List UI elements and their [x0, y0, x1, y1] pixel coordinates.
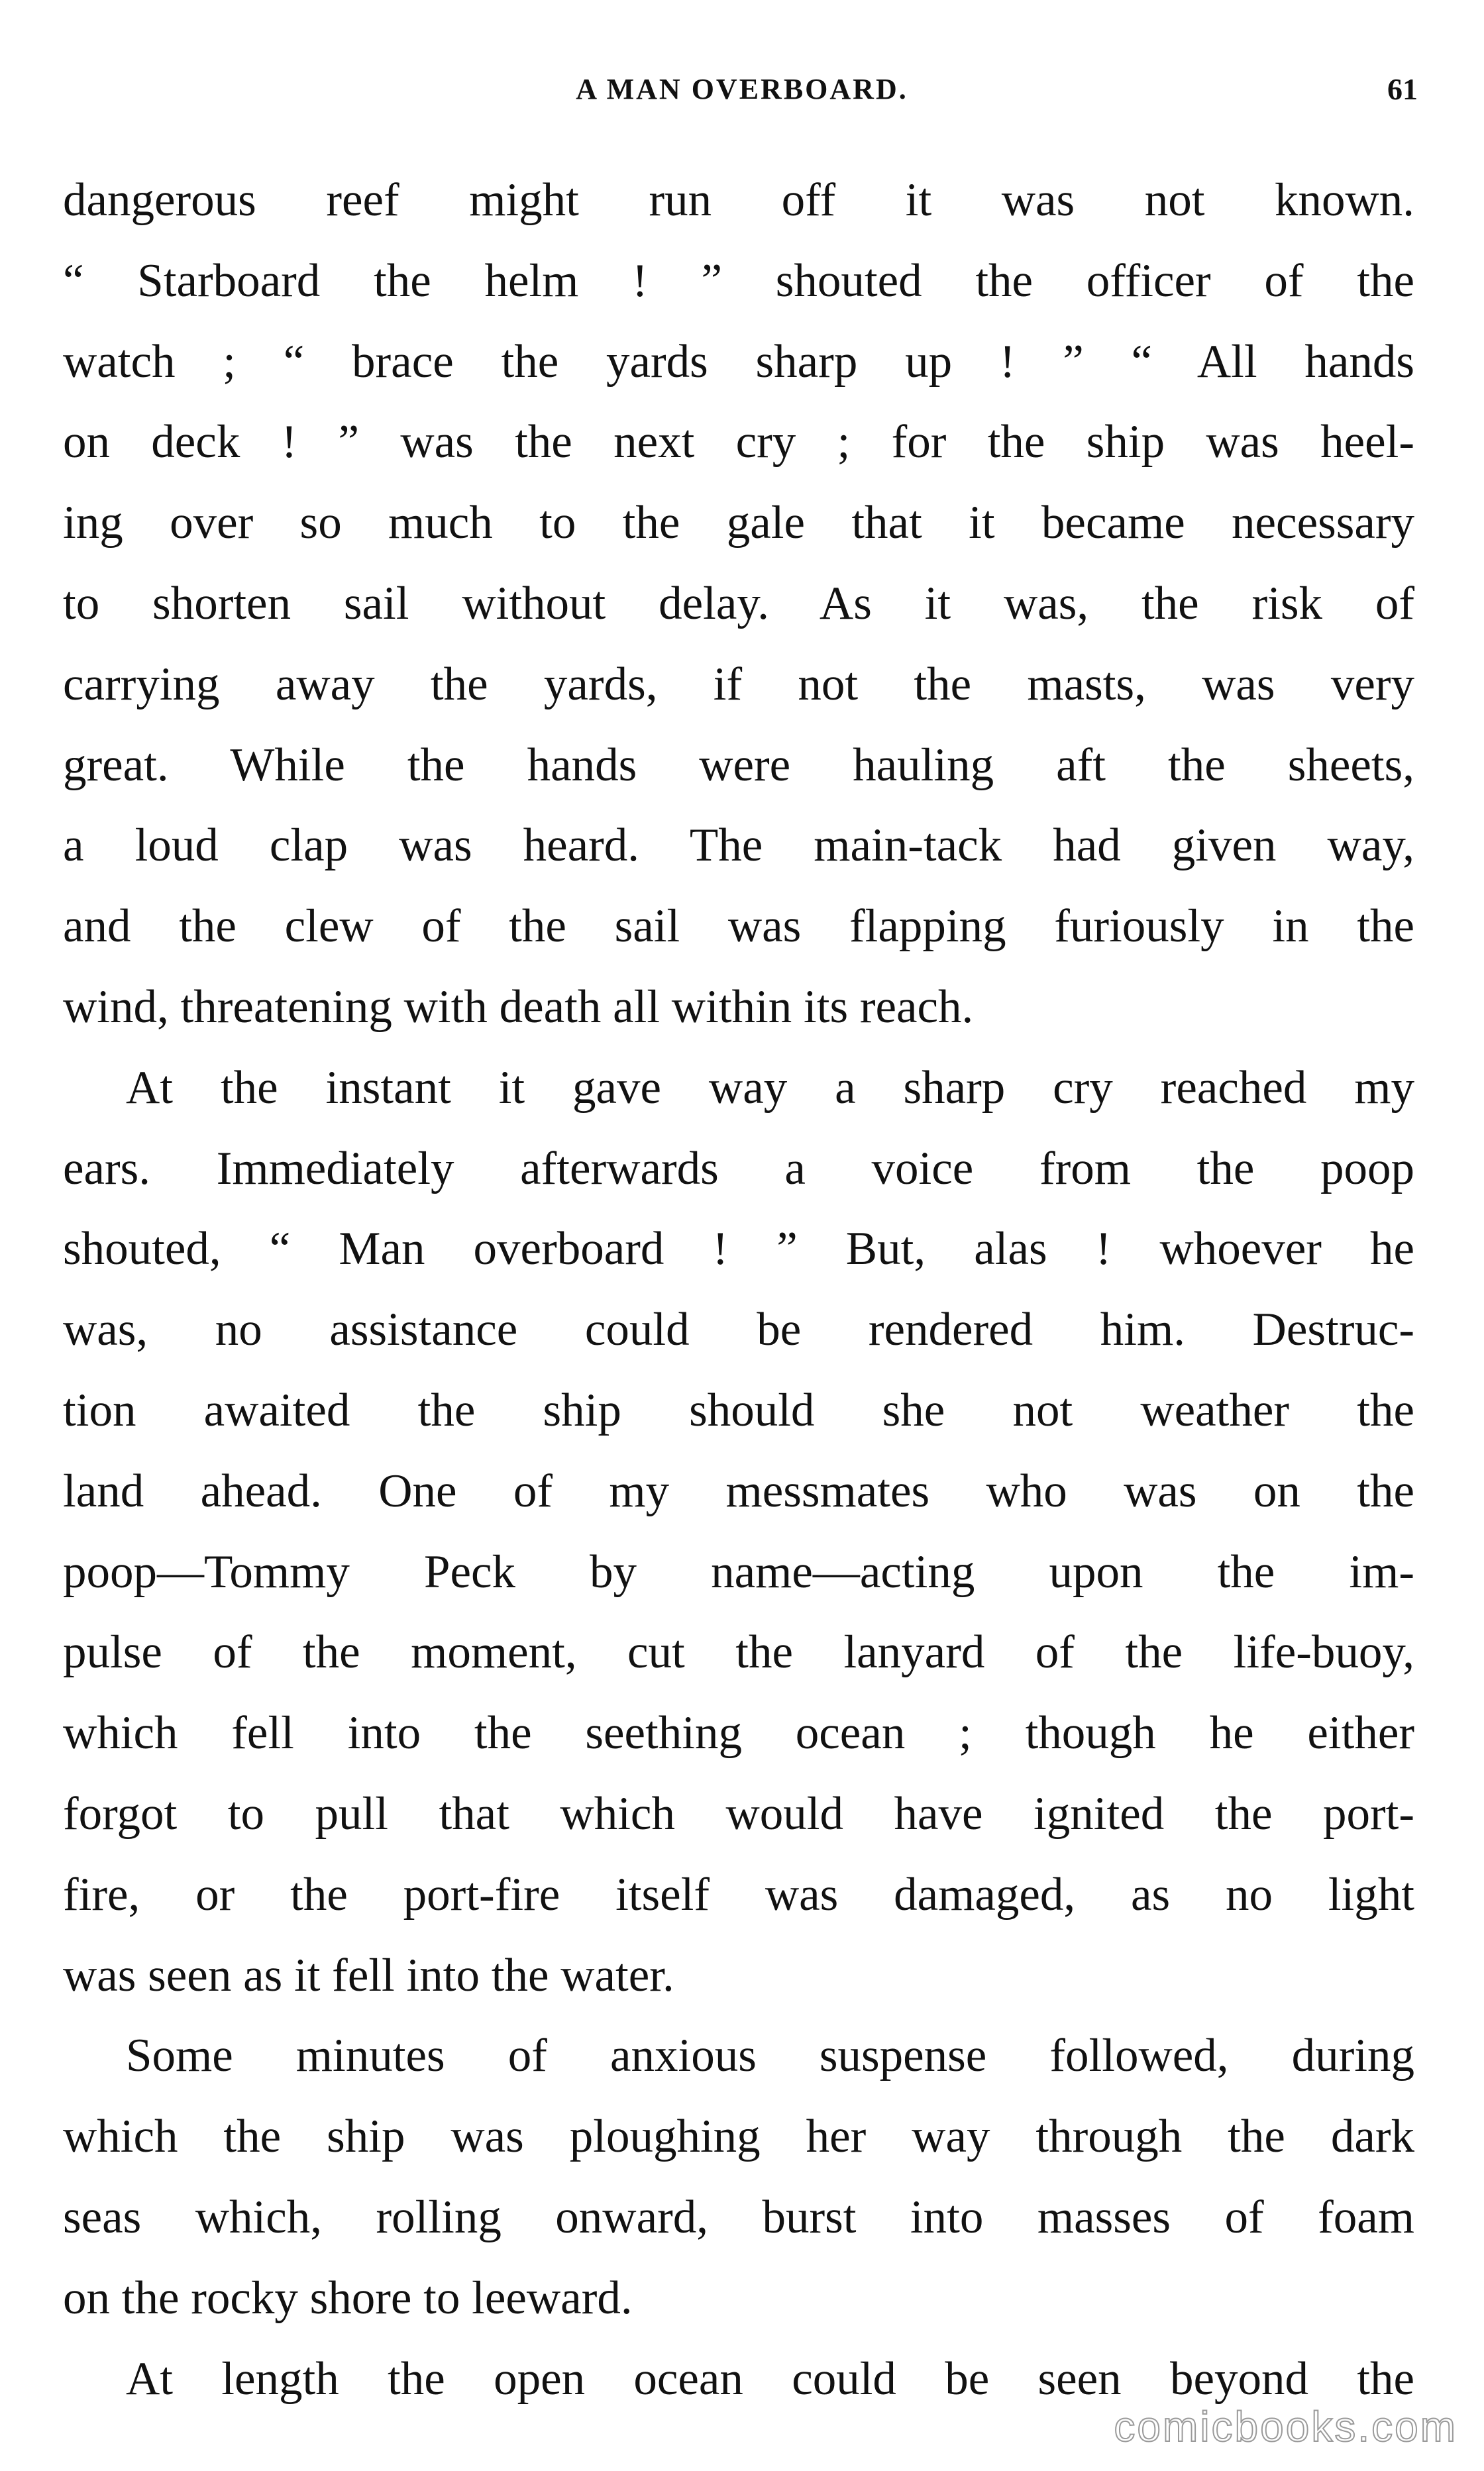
- text-line: was seen as it fell into the water.: [63, 1949, 674, 2001]
- text-line: on the rocky shore to leeward.: [63, 2272, 633, 2324]
- text-line: and the clew of the sail was flapping furiously in the: [63, 900, 1414, 953]
- text-line: shouted, “ Man overboard ! ” But, alas ! whoever he: [63, 1223, 1414, 1275]
- text-line: on deck ! ” was the next cry ; for the ship was heel-: [63, 416, 1414, 468]
- text-line: forgot to pull that which would have ignited the port-: [63, 1787, 1414, 1840]
- text-line: which the ship was ploughing her way through the dark: [63, 2111, 1414, 2163]
- text-line: seas which, rolling onward, burst into masses of foam: [63, 2191, 1414, 2243]
- text-line: ears. Immediately afterwards a voice from the poop: [63, 1142, 1414, 1194]
- text-line: which fell into the seething ocean ; though he either: [63, 1707, 1414, 1760]
- text-line: was, no assistance could be rendered him. Destruc-: [63, 1304, 1414, 1356]
- text-line: ing over so much to the gale that it became necessary: [63, 497, 1414, 549]
- text-line: At length the open ocean could be seen beyond the: [126, 2352, 1414, 2405]
- text-line: watch ; “ brace the yards sharp up ! ” “ All hands: [63, 335, 1414, 388]
- text-line: land ahead. One of my messmates who was on the: [63, 1465, 1414, 1517]
- text-line: poop—Tommy Peck by name—acting upon the im-: [63, 1546, 1414, 1598]
- text-line: dangerous reef might run off it was not known.: [63, 174, 1414, 226]
- running-head: [66, 63, 1418, 116]
- text-line: “ Starboard the helm ! ” shouted the officer of the: [63, 254, 1414, 307]
- text-line: carrying away the yards, if not the masts, was very: [63, 658, 1414, 710]
- text-line: to shorten sail without delay. As it was, the risk of: [63, 577, 1414, 629]
- text-line: tion awaited the ship should she not weather the: [63, 1384, 1414, 1436]
- paragraph: [63, 2016, 1414, 2339]
- paragraph: [63, 1048, 1414, 2017]
- text-line: a loud clap was heard. The main-tack had given way,: [63, 819, 1414, 872]
- watermark: comicbooks.com: [1114, 2403, 1458, 2450]
- text-line: pulse of the moment, cut the lanyard of the life-buoy,: [63, 1626, 1414, 1679]
- running-title: A MAN OVERBOARD.: [576, 73, 908, 105]
- text-line: Some minutes of anxious suspense followed, during: [126, 2030, 1414, 2082]
- paragraph: [63, 160, 1414, 1048]
- text-line: great. While the hands were hauling aft the sheets,: [63, 739, 1414, 791]
- page-number: 61: [1387, 72, 1418, 106]
- text-line: At the instant it gave way a sharp cry reached my: [126, 1061, 1414, 1114]
- text-line: wind, threatening with death all within its reach.: [63, 980, 974, 1033]
- text-line: fire, or the port-fire itself was damaged, as no light: [63, 1868, 1414, 1920]
- body-text: [63, 160, 1414, 2419]
